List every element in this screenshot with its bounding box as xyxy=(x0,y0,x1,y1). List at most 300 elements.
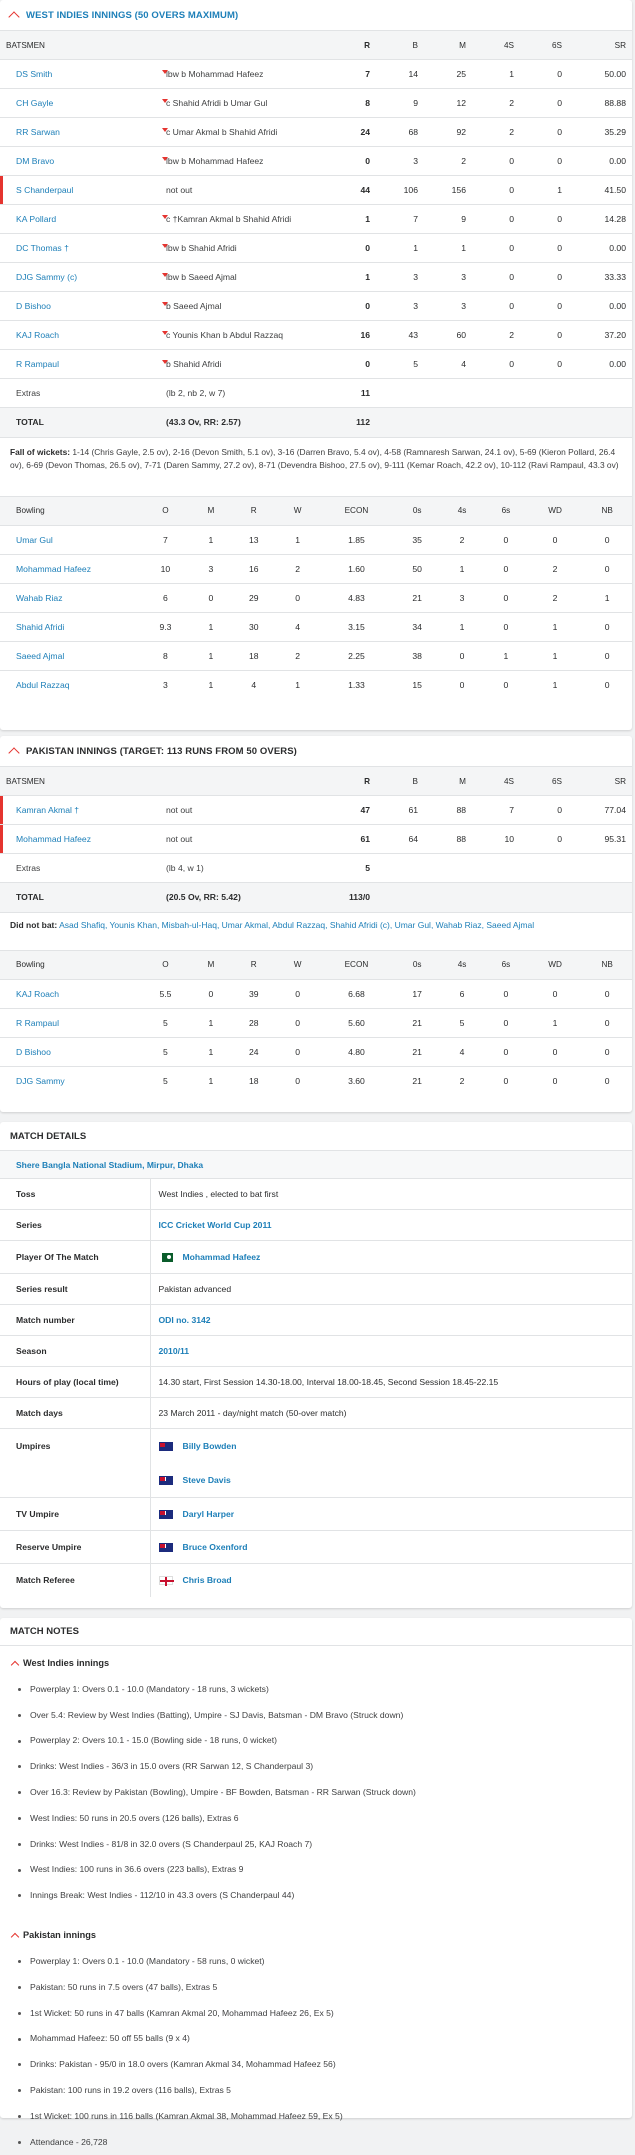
note-item: Powerplay 2: Overs 10.1 - 15.0 (Bowling side - 18 runs, 0 wicket) xyxy=(30,1728,632,1754)
economy-cell: 2.25 xyxy=(319,641,395,670)
wi-bowling-header-row xyxy=(0,496,632,525)
fours-cell: 10 xyxy=(472,825,520,854)
bowler-link[interactable]: Umar Gul xyxy=(16,534,53,545)
minutes-cell: 156 xyxy=(424,176,472,205)
wickets-cell: 0 xyxy=(277,1008,319,1037)
runs-cell: 18 xyxy=(231,1066,277,1095)
result-label: Series result xyxy=(0,1274,150,1305)
dnb-players-link[interactable]: Asad Shafiq, Younis Khan, Misbah-ul-Haq, Umar Akmal, Abdul Razzaq, Shahid Afridi (c), Umar Gul, Wahab Riaz, Saeed Ajmal xyxy=(59,919,535,930)
chevron-down-icon[interactable] xyxy=(162,331,168,335)
fours-cell: 1 xyxy=(440,554,484,583)
note-item: Powerplay 1: Overs 0.1 - 10.0 (Mandatory - 58 runs, 0 wicket) xyxy=(30,1948,632,1974)
note-item: Pakistan: 50 runs in 7.5 overs (47 balls), Extras 5 xyxy=(30,1974,632,2000)
bowler-row xyxy=(0,583,632,612)
fours-cell: 0 xyxy=(472,350,520,379)
wi-batting-header-row xyxy=(0,31,632,60)
toss-row xyxy=(0,1179,632,1210)
pk-notes-header[interactable] xyxy=(0,1922,632,1948)
toss-value: West Indies , elected to bat first xyxy=(150,1179,632,1210)
dots-cell: 35 xyxy=(394,525,440,554)
wi-batting-table xyxy=(0,30,632,437)
bowler-row xyxy=(0,1066,632,1095)
pk-bowling-table xyxy=(0,950,632,1096)
dots-cell: 38 xyxy=(394,641,440,670)
bowler-cell xyxy=(0,670,140,699)
batsman-cell xyxy=(0,234,160,263)
balls-cell: 43 xyxy=(376,321,424,350)
note-item: Innings Break: West Indies - 112/10 in 43.3 overs (S Chanderpaul 44) xyxy=(30,1882,632,1908)
season-label: Season xyxy=(0,1336,150,1367)
sixes-cell: 0 xyxy=(520,263,568,292)
bowler-cell xyxy=(0,612,140,641)
bowler-row xyxy=(0,1008,632,1037)
dismissal-cell xyxy=(160,321,338,350)
sixes-cell: 0 xyxy=(520,89,568,118)
note-item: Over 16.3: Review by Pakistan (Bowling), Umpire - BF Bowden, Batsman - RR Sarwan (Struck down) xyxy=(30,1779,632,1805)
season-link[interactable]: 2010/11 xyxy=(158,1346,190,1356)
fours-cell: 0 xyxy=(472,292,520,321)
col-b: B xyxy=(376,31,424,60)
note-item: Drinks: Pakistan - 95/0 in 18.0 overs (Kamran Akmal 34, Mohammad Hafeez 56) xyxy=(30,2051,632,2077)
wides-cell: 2 xyxy=(528,583,582,612)
runs-cell: 16 xyxy=(338,321,376,350)
season-row xyxy=(0,1336,632,1367)
batsman-link[interactable]: DS Smith xyxy=(16,69,53,79)
balls-cell: 106 xyxy=(376,176,424,205)
chevron-up-icon xyxy=(11,1932,19,1940)
venue-link[interactable]: Shere Bangla National Stadium, Mirpur, Dhaka xyxy=(16,1159,204,1170)
col-dismissal xyxy=(160,31,338,60)
fours-cell: 2 xyxy=(472,118,520,147)
batsman-cell xyxy=(0,118,160,147)
australia-flag-icon xyxy=(159,1510,173,1519)
sixes-cell: 0 xyxy=(520,118,568,147)
umpire1-link[interactable]: Billy Bowden xyxy=(182,1441,237,1451)
col-4s: 4S xyxy=(472,767,520,796)
fow-label: Fall of wickets: xyxy=(10,446,71,457)
bowling-col-header: WD xyxy=(528,950,582,979)
bowler-cell xyxy=(0,1037,140,1066)
sixes-cell: 0 xyxy=(484,1008,528,1037)
batsman-row xyxy=(0,205,632,234)
batsman-link[interactable]: RR Sarwan xyxy=(16,127,60,137)
batsman-link[interactable]: S Chanderpaul xyxy=(16,185,74,195)
maidens-cell: 0 xyxy=(191,583,231,612)
bowler-link[interactable]: KAJ Roach xyxy=(16,988,59,999)
col-batsmen: BATSMEN xyxy=(0,31,160,60)
bowling-col-header: R xyxy=(231,496,277,525)
chevron-down-icon[interactable] xyxy=(162,215,168,219)
wides-cell: 1 xyxy=(528,641,582,670)
sixes-cell: 0 xyxy=(520,234,568,263)
strike-rate-cell: 41.50 xyxy=(568,176,632,205)
batsman-cell xyxy=(0,825,160,854)
dismissal-cell xyxy=(160,350,338,379)
maidens-cell: 0 xyxy=(191,979,231,1008)
bowler-cell xyxy=(0,554,140,583)
maidens-cell: 1 xyxy=(191,1037,231,1066)
total-detail: (43.3 Ov, RR: 2.57) xyxy=(160,408,338,437)
no-balls-cell: 0 xyxy=(582,670,632,699)
runs-cell: 7 xyxy=(338,60,376,89)
fours-cell: 0 xyxy=(440,670,484,699)
fours-cell: 1 xyxy=(472,60,520,89)
dismissal-cell xyxy=(160,147,338,176)
economy-cell: 5.60 xyxy=(319,1008,395,1037)
runs-cell: 0 xyxy=(338,234,376,263)
pk-total-row xyxy=(0,883,632,912)
col-6s: 6S xyxy=(520,31,568,60)
wi-fall-of-wickets xyxy=(0,437,632,484)
overs-cell: 5 xyxy=(140,1008,191,1037)
bowling-col-header: 4s xyxy=(440,496,484,525)
no-balls-cell: 0 xyxy=(582,641,632,670)
bowler-link[interactable]: Shahid Afridi xyxy=(16,621,65,632)
runs-cell: 28 xyxy=(231,1008,277,1037)
fours-cell: 7 xyxy=(472,796,520,825)
wi-innings-title: WEST INDIES INNINGS (50 OVERS MAXIMUM) xyxy=(26,9,239,21)
sixes-cell: 1 xyxy=(484,641,528,670)
wi-total-row xyxy=(0,408,632,437)
overs-cell: 5 xyxy=(140,1066,191,1095)
dots-cell: 21 xyxy=(394,1037,440,1066)
chevron-up-icon xyxy=(8,747,19,758)
bowler-cell xyxy=(0,583,140,612)
bowling-col-header: ECON xyxy=(319,496,395,525)
hours-label: Hours of play (local time) xyxy=(0,1367,150,1398)
hours-value: 14.30 start, First Session 14.30-18.00, Interval 18.00-18.45, Second Session 18.45-22.15 xyxy=(150,1367,632,1398)
sixes-cell: 0 xyxy=(484,612,528,641)
batsman-link[interactable]: KAJ Roach xyxy=(16,330,59,340)
minutes-cell: 92 xyxy=(424,118,472,147)
strike-rate-cell: 0.00 xyxy=(568,147,632,176)
umpires-row xyxy=(0,1429,632,1498)
balls-cell: 9 xyxy=(376,89,424,118)
no-balls-cell: 0 xyxy=(582,1008,632,1037)
batsman-link[interactable]: DJG Sammy (c) xyxy=(16,272,78,282)
chevron-down-icon[interactable] xyxy=(162,99,168,103)
fours-cell: 0 xyxy=(472,263,520,292)
wides-cell: 1 xyxy=(528,1008,582,1037)
bowler-link[interactable]: Abdul Razzaq xyxy=(16,679,70,690)
wickets-cell: 0 xyxy=(277,1066,319,1095)
dots-cell: 21 xyxy=(394,1008,440,1037)
pk-extras-row xyxy=(0,854,632,883)
runs-cell: 24 xyxy=(338,118,376,147)
note-item: Pakistan: 100 runs in 19.2 overs (116 balls), Extras 5 xyxy=(30,2077,632,2103)
economy-cell: 1.60 xyxy=(319,554,395,583)
sixes-cell: 0 xyxy=(484,583,528,612)
dismissal-text: lbw b Mohammad Hafeez xyxy=(166,69,264,79)
extras-value: 11 xyxy=(338,379,376,408)
dismissal-cell xyxy=(160,205,338,234)
wickets-cell: 2 xyxy=(277,554,319,583)
chevron-down-icon[interactable] xyxy=(162,360,168,364)
runs-cell: 0 xyxy=(338,350,376,379)
sixes-cell: 0 xyxy=(520,350,568,379)
maidens-cell: 1 xyxy=(191,670,231,699)
result-value: Pakistan advanced xyxy=(150,1274,632,1305)
note-item: Attendance - 26,728 xyxy=(30,2129,632,2155)
potm-row xyxy=(0,1241,632,1274)
dismissal-cell xyxy=(160,825,338,854)
dismissal-cell xyxy=(160,176,338,205)
batsman-row xyxy=(0,176,632,205)
chevron-down-icon[interactable] xyxy=(162,302,168,306)
total-detail: (20.5 Ov, RR: 5.42) xyxy=(160,883,338,912)
tv-umpire-link[interactable]: Daryl Harper xyxy=(182,1508,235,1519)
umpire2-link[interactable]: Steve Davis xyxy=(182,1475,231,1485)
toss-label: Toss xyxy=(0,1179,150,1210)
series-row xyxy=(0,1210,632,1241)
total-value: 113/0 xyxy=(338,883,376,912)
batsman-link[interactable]: D Bishoo xyxy=(16,301,51,311)
bowler-row xyxy=(0,979,632,1008)
wi-extras-row xyxy=(0,379,632,408)
wickets-cell: 0 xyxy=(277,979,319,1008)
dismissal-text: c Younis Khan b Abdul Razzaq xyxy=(166,330,284,340)
col-r: R xyxy=(338,767,376,796)
balls-cell: 1 xyxy=(376,234,424,263)
note-item: West Indies: 100 runs in 36.6 overs (223 balls), Extras 9 xyxy=(30,1857,632,1883)
note-item: Mohammad Hafeez: 50 off 55 balls (9 x 4) xyxy=(30,2026,632,2052)
col-m: M xyxy=(424,31,472,60)
pk-notes-list xyxy=(0,1948,632,2154)
dnb-label: Did not bat: xyxy=(10,919,58,930)
batsman-link[interactable]: DC Thomas † xyxy=(16,243,69,253)
note-item: Drinks: West Indies - 81/8 in 32.0 overs (S Chanderpaul 25, KAJ Roach 7) xyxy=(30,1831,632,1857)
fours-cell: 5 xyxy=(440,1008,484,1037)
tv-umpire-row xyxy=(0,1498,632,1531)
bowling-col-header: 0s xyxy=(394,496,440,525)
pk-batting-table xyxy=(0,766,632,912)
bowler-link[interactable]: Saeed Ajmal xyxy=(16,650,65,661)
match-referee-label: Match Referee xyxy=(0,1564,150,1597)
no-balls-cell: 0 xyxy=(582,612,632,641)
total-value: 112 xyxy=(338,408,376,437)
note-item: Over 5.4: Review by West Indies (Batting), Umpire - SJ Davis, Batsman - DM Bravo (Struck down) xyxy=(30,1702,632,1728)
runs-cell: 29 xyxy=(231,583,277,612)
wides-cell: 2 xyxy=(528,554,582,583)
australia-flag-icon xyxy=(159,1476,173,1485)
fours-cell: 2 xyxy=(440,525,484,554)
bowler-row xyxy=(0,1037,632,1066)
runs-cell: 30 xyxy=(231,612,277,641)
chevron-down-icon[interactable] xyxy=(162,273,168,277)
minutes-cell: 3 xyxy=(424,292,472,321)
minutes-cell: 2 xyxy=(424,147,472,176)
dots-cell: 21 xyxy=(394,1066,440,1095)
runs-cell: 4 xyxy=(231,670,277,699)
batsman-link[interactable]: DM Bravo xyxy=(16,156,55,166)
batsman-cell xyxy=(0,263,160,292)
fours-cell: 0 xyxy=(440,641,484,670)
bowling-col-header: 4s xyxy=(440,950,484,979)
match-number-row xyxy=(0,1305,632,1336)
total-label: TOTAL xyxy=(0,408,160,437)
bowler-cell xyxy=(0,641,140,670)
bowler-link[interactable]: R Rampaul xyxy=(16,1017,59,1028)
maidens-cell: 1 xyxy=(191,612,231,641)
batsman-row xyxy=(0,292,632,321)
pakistan-flag-icon xyxy=(159,1253,173,1262)
maidens-cell: 1 xyxy=(191,525,231,554)
wides-cell: 0 xyxy=(528,1066,582,1095)
overs-cell: 5.5 xyxy=(140,979,191,1008)
dismissal-cell xyxy=(160,263,338,292)
batsman-row xyxy=(0,321,632,350)
pk-did-not-bat xyxy=(0,912,632,938)
balls-cell: 61 xyxy=(376,796,424,825)
bowling-col-header: NB xyxy=(582,496,632,525)
wi-notes-header[interactable] xyxy=(0,1650,632,1676)
bowler-link[interactable]: D Bishoo xyxy=(16,1046,51,1057)
wickets-cell: 4 xyxy=(277,612,319,641)
bowling-col-header: W xyxy=(277,496,319,525)
note-item: Powerplay 1: Overs 0.1 - 10.0 (Mandatory - 18 runs, 3 wickets) xyxy=(30,1676,632,1702)
reserve-umpire-link[interactable]: Bruce Oxenford xyxy=(182,1541,248,1552)
batsman-row xyxy=(0,263,632,292)
runs-cell: 0 xyxy=(338,147,376,176)
no-balls-cell: 0 xyxy=(582,1066,632,1095)
sixes-cell: 0 xyxy=(484,670,528,699)
match-referee-link[interactable]: Chris Broad xyxy=(182,1575,232,1586)
maidens-cell: 3 xyxy=(191,554,231,583)
batsman-link[interactable]: Kamran Akmal † xyxy=(16,805,80,815)
bowling-col-header: WD xyxy=(528,496,582,525)
dismissal-text: c †Kamran Akmal b Shahid Afridi xyxy=(166,214,292,224)
potm-link[interactable]: Mohammad Hafeez xyxy=(182,1251,261,1262)
strike-rate-cell: 50.00 xyxy=(568,60,632,89)
match-notes-title: MATCH NOTES xyxy=(0,1618,632,1646)
match-number-label: Match number xyxy=(0,1305,150,1336)
dismissal-text: not out xyxy=(166,185,193,195)
extras-label: Extras xyxy=(0,854,160,883)
note-item: West Indies: 50 runs in 20.5 overs (126 balls), Extras 6 xyxy=(30,1805,632,1831)
batsman-cell xyxy=(0,796,160,825)
strike-rate-cell: 37.20 xyxy=(568,321,632,350)
minutes-cell: 3 xyxy=(424,263,472,292)
match-days-row xyxy=(0,1398,632,1429)
fours-cell: 2 xyxy=(472,321,520,350)
col-dismissal xyxy=(160,767,338,796)
balls-cell: 5 xyxy=(376,350,424,379)
potm-label: Player Of The Match xyxy=(0,1241,150,1274)
dismissal-cell xyxy=(160,60,338,89)
dismissal-text: lbw b Mohammad Hafeez xyxy=(166,156,264,166)
overs-cell: 10 xyxy=(140,554,191,583)
batsman-link[interactable]: KA Pollard xyxy=(16,214,57,224)
economy-cell: 1.33 xyxy=(319,670,395,699)
pk-notes-title: Pakistan innings xyxy=(23,1930,97,1941)
runs-cell: 61 xyxy=(338,825,376,854)
minutes-cell: 1 xyxy=(424,234,472,263)
chevron-down-icon[interactable] xyxy=(162,157,168,161)
match-details-table xyxy=(0,1178,632,1597)
bowling-col-header: ECON xyxy=(319,950,395,979)
dots-cell: 17 xyxy=(394,979,440,1008)
economy-cell: 3.60 xyxy=(319,1066,395,1095)
dots-cell: 15 xyxy=(394,670,440,699)
chevron-down-icon[interactable] xyxy=(162,244,168,248)
batsman-link[interactable]: CH Gayle xyxy=(16,98,54,108)
bowler-cell xyxy=(0,1066,140,1095)
bowler-link[interactable]: Wahab Riaz xyxy=(16,592,63,603)
fours-cell: 2 xyxy=(472,89,520,118)
balls-cell: 68 xyxy=(376,118,424,147)
minutes-cell: 88 xyxy=(424,825,472,854)
dismissal-text: c Shahid Afridi b Umar Gul xyxy=(166,98,268,108)
sixes-cell: 0 xyxy=(520,825,568,854)
overs-cell: 8 xyxy=(140,641,191,670)
balls-cell: 7 xyxy=(376,205,424,234)
col-r: R xyxy=(338,31,376,60)
bowling-col-header: Bowling xyxy=(0,496,140,525)
bowling-col-header: 0s xyxy=(394,950,440,979)
dismissal-text: lbw b Saeed Ajmal xyxy=(166,272,237,282)
batsman-row xyxy=(0,118,632,147)
chevron-down-icon[interactable] xyxy=(162,70,168,74)
wi-innings-header[interactable] xyxy=(0,0,632,30)
maidens-cell: 1 xyxy=(191,641,231,670)
batsman-cell xyxy=(0,321,160,350)
maidens-cell: 1 xyxy=(191,1066,231,1095)
wickets-cell: 0 xyxy=(277,583,319,612)
dismissal-text: not out xyxy=(166,834,193,844)
strike-rate-cell: 14.28 xyxy=(568,205,632,234)
match-days-value: 23 March 2011 - day/night match (50-over match) xyxy=(150,1398,632,1429)
sixes-cell: 0 xyxy=(484,1066,528,1095)
sixes-cell: 0 xyxy=(520,321,568,350)
australia-flag-icon xyxy=(159,1543,173,1552)
bowler-cell xyxy=(0,979,140,1008)
sixes-cell: 0 xyxy=(484,1037,528,1066)
col-6s: 6S xyxy=(520,767,568,796)
series-link[interactable]: ICC Cricket World Cup 2011 xyxy=(158,1220,272,1230)
runs-cell: 44 xyxy=(338,176,376,205)
total-label: TOTAL xyxy=(0,883,160,912)
economy-cell: 1.85 xyxy=(319,525,395,554)
strike-rate-cell: 88.88 xyxy=(568,89,632,118)
reserve-umpire-label: Reserve Umpire xyxy=(0,1531,150,1564)
dismissal-cell xyxy=(160,89,338,118)
extras-detail: (lb 4, w 1) xyxy=(160,854,338,883)
overs-cell: 9.3 xyxy=(140,612,191,641)
pk-innings-header[interactable] xyxy=(0,736,632,766)
minutes-cell: 9 xyxy=(424,205,472,234)
pk-innings-title: PAKISTAN INNINGS (TARGET: 113 RUNS FROM 50 OVERS) xyxy=(26,745,297,757)
wides-cell: 0 xyxy=(528,525,582,554)
batsman-link[interactable]: R Rampaul xyxy=(16,359,59,369)
strike-rate-cell: 95.31 xyxy=(568,825,632,854)
bowler-link[interactable]: DJG Sammy xyxy=(16,1075,65,1086)
chevron-down-icon[interactable] xyxy=(162,128,168,132)
no-balls-cell: 0 xyxy=(582,1037,632,1066)
bowler-link[interactable]: Mohammad Hafeez xyxy=(16,563,91,574)
runs-cell: 24 xyxy=(231,1037,277,1066)
runs-cell: 1 xyxy=(338,263,376,292)
bowler-cell xyxy=(0,525,140,554)
batsman-link[interactable]: Mohammad Hafeez xyxy=(16,834,91,844)
fours-cell: 0 xyxy=(472,147,520,176)
wi-bowling-table xyxy=(0,496,632,700)
batsman-row xyxy=(0,796,632,825)
match-number-link[interactable]: ODI no. 3142 xyxy=(158,1315,211,1325)
batsman-row xyxy=(0,60,632,89)
dismissal-cell xyxy=(160,234,338,263)
runs-cell: 0 xyxy=(338,292,376,321)
pk-bowling-header-row xyxy=(0,950,632,979)
